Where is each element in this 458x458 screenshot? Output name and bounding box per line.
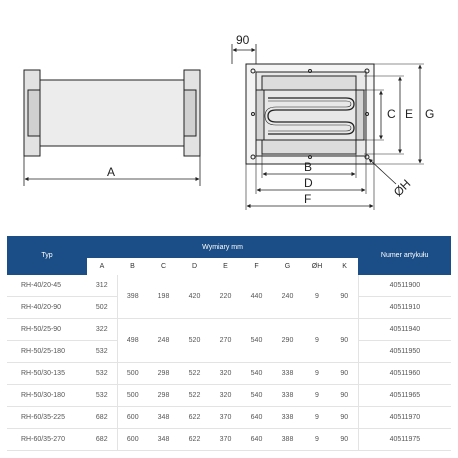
cell-f: 640: [241, 429, 272, 451]
col-d: D: [179, 258, 210, 275]
label-top: 90: [236, 33, 250, 47]
spec-table: [7, 236, 451, 451]
technical-drawing: [0, 0, 458, 225]
cell-g: 338: [272, 363, 303, 385]
col-a: A: [87, 258, 117, 275]
label-c: C: [387, 107, 396, 121]
cell-g: 338: [272, 385, 303, 407]
cell-k: 90: [331, 429, 358, 451]
cell-g: 290: [272, 319, 303, 363]
table-row: [7, 319, 451, 341]
table-row: [7, 363, 451, 385]
cell-num: 40511900: [358, 275, 451, 297]
cell-g: 338: [272, 407, 303, 429]
label-f: F: [304, 192, 312, 206]
table-row: [7, 275, 451, 297]
col-f: F: [241, 258, 272, 275]
cell-typ: RH-50/30-180: [7, 385, 87, 407]
label-e: E: [405, 107, 414, 121]
cell-f: 540: [241, 319, 272, 363]
cell-a: 682: [87, 407, 117, 429]
cell-g: 240: [272, 275, 303, 319]
cell-num: 40511950: [358, 341, 451, 363]
left-flange-inner: [28, 90, 40, 136]
duct-body: [40, 80, 184, 146]
cell-h: 9: [303, 363, 331, 385]
cell-c: 298: [148, 385, 179, 407]
col-b: B: [117, 258, 148, 275]
bottom-plate: [262, 140, 356, 154]
top-plate: [262, 76, 356, 90]
col-g: G: [272, 258, 303, 275]
cell-f: 540: [241, 363, 272, 385]
right-post: [356, 90, 364, 140]
cell-c: 248: [148, 319, 179, 363]
cell-a: 502: [87, 297, 117, 319]
cell-a: 532: [87, 385, 117, 407]
cell-typ: RH-50/25-90: [7, 319, 87, 341]
cell-f: 440: [241, 275, 272, 319]
left-post: [256, 90, 264, 140]
cell-e: 370: [210, 429, 241, 451]
cell-b: 600: [117, 429, 148, 451]
cell-num: 40511960: [358, 363, 451, 385]
hole-leader: [369, 159, 396, 184]
cell-a: 322: [87, 319, 117, 341]
cell-e: 370: [210, 407, 241, 429]
cell-a: 312: [87, 275, 117, 297]
cell-f: 540: [241, 385, 272, 407]
cell-c: 348: [148, 407, 179, 429]
label-hole: ØH: [390, 176, 414, 200]
cell-a: 532: [87, 363, 117, 385]
col-k: K: [331, 258, 358, 275]
cell-typ: RH-60/35-225: [7, 407, 87, 429]
label-a: A: [107, 165, 116, 179]
col-h: ØH: [303, 258, 331, 275]
cell-k: 90: [331, 407, 358, 429]
label-b: B: [304, 160, 313, 174]
cell-h: 9: [303, 429, 331, 451]
cell-typ: RH-40/20-45: [7, 275, 87, 297]
cell-c: 348: [148, 429, 179, 451]
cell-typ: RH-60/35-270: [7, 429, 87, 451]
cell-h: 9: [303, 407, 331, 429]
cell-d: 622: [179, 407, 210, 429]
cell-b: 500: [117, 363, 148, 385]
cell-num: 40511940: [358, 319, 451, 341]
cell-k: 90: [331, 385, 358, 407]
cell-b: 600: [117, 407, 148, 429]
cell-k: 90: [331, 319, 358, 363]
cell-d: 522: [179, 385, 210, 407]
cell-c: 198: [148, 275, 179, 319]
cell-d: 522: [179, 363, 210, 385]
header-typ: Typ: [7, 236, 87, 275]
cell-f: 640: [241, 407, 272, 429]
cell-num: 40511970: [358, 407, 451, 429]
cell-num: 40511910: [358, 297, 451, 319]
drawing-svg: [0, 0, 458, 225]
cell-k: 90: [331, 275, 358, 319]
cell-b: 500: [117, 385, 148, 407]
cell-d: 622: [179, 429, 210, 451]
table-row: [7, 407, 451, 429]
cell-k: 90: [331, 363, 358, 385]
header-dims: Wymiary mm: [87, 236, 358, 258]
table-row: [7, 429, 451, 451]
cell-e: 220: [210, 275, 241, 319]
col-e: E: [210, 258, 241, 275]
cell-b: 498: [117, 319, 148, 363]
cell-d: 520: [179, 319, 210, 363]
cell-a: 682: [87, 429, 117, 451]
cell-typ: RH-50/30-135: [7, 363, 87, 385]
cell-num: 40511965: [358, 385, 451, 407]
cell-typ: RH-50/25-180: [7, 341, 87, 363]
cell-h: 9: [303, 319, 331, 363]
right-flange-inner: [184, 90, 196, 136]
cell-d: 420: [179, 275, 210, 319]
cell-g: 388: [272, 429, 303, 451]
header-num: Numer artykułu: [358, 236, 451, 275]
cell-num: 40511975: [358, 429, 451, 451]
cell-h: 9: [303, 275, 331, 319]
table-row: [7, 385, 451, 407]
cell-e: 320: [210, 385, 241, 407]
cell-h: 9: [303, 385, 331, 407]
col-c: C: [148, 258, 179, 275]
cell-b: 398: [117, 275, 148, 319]
cell-c: 298: [148, 363, 179, 385]
cell-e: 270: [210, 319, 241, 363]
cell-typ: RH-40/20-90: [7, 297, 87, 319]
label-g: G: [425, 107, 435, 121]
cell-a: 532: [87, 341, 117, 363]
cell-e: 320: [210, 363, 241, 385]
label-d: D: [304, 176, 313, 190]
